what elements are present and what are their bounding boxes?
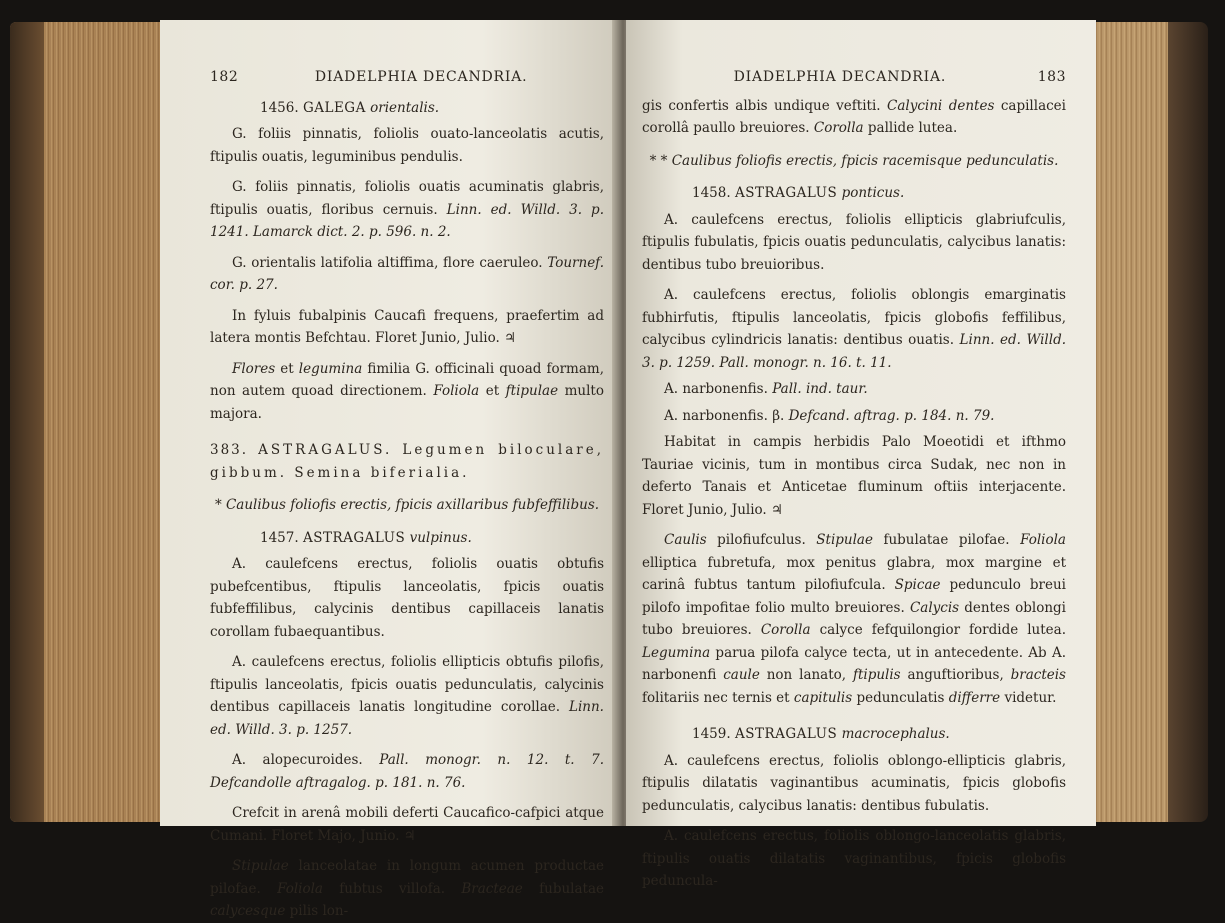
- habitat: Crefcit in arenâ mobili deferti Caucafico-cafpici atque Cumani. Floret Majo, Junio. ♃: [210, 805, 604, 844]
- right-header: [642, 66, 1066, 89]
- page-number: 183: [1037, 69, 1066, 85]
- habitat: Habitat in campis herbidis Palo Moeotidi et ifthmo Tauriae vicinis, tum in montibus circa Sudak, nec non in deferto Tanais et Anticetae fluminum oftiis interjacente. Floret Junio, Julio. ♃: [642, 434, 1066, 518]
- left-header: [210, 66, 604, 89]
- running-head: DIADELPHIA DECANDRIA.: [733, 69, 947, 85]
- page-number: 182: [210, 69, 239, 85]
- synonym: A. caulefcens erectus, foliolis oblongis emarginatis fubhirfutis, ftipulis lanceolatis, fpicis globofis feffilibus, calycibus cylindricis lanatis: dentibus ouatis. Linn. ed. Willd. 3. p. 1259. Pall. monogr. n. 16. t. 11.: [642, 287, 1066, 371]
- diagnosis: A. caulefcens erectus, foliolis ouatis obtufis pubefcentibus, ftipulis lanceolatis, fpicis ouatis fubfeffilibus, calycinis dentibus capillaceis lanatis corollam fubaequantibus.: [210, 556, 604, 640]
- description: Stipulae lanceolatae in longum acumen productae pilofae. Foliola fubtus villofa. Bracteae fubulatae calycesque pilis lon-: [210, 858, 604, 919]
- running-head: DIADELPHIA DECANDRIA.: [314, 69, 528, 85]
- synonym: A. narbonenfis. β. Defcand. aftrag. p. 184. n. 79.: [664, 407, 995, 424]
- right-cover: [1168, 22, 1208, 822]
- habitat: In fyluis fubalpinis Caucafi frequens, praefertim ad latera montis Befchtau. Floret Junio, Julio. ♃: [210, 307, 604, 346]
- diagnosis: A. caulefcens erectus, foliolis ellipticis glabriufculis, ftipulis fubulatis, fpicis ouatis pedunculatis, calycibus lanatis: dentibus tubo breuioribus.: [642, 211, 1066, 273]
- continuation: gis confertis albis undique veftiti. Calycini dentes capillacei corollâ paullo breuiores. Corolla pallide lutea.: [642, 97, 1066, 136]
- right-page: [626, 20, 1096, 889]
- synonym: A. caulefcens erectus, foliolis oblongo-lanceolatis glabris, ftipulis ouatis dilatatis vaginantibus, fpicis globofis peduncula-: [642, 828, 1066, 889]
- entry-title: 1458. ASTRAGALUS ponticus.: [692, 185, 905, 201]
- synonym: A. alopecuroides. Pall. monogr. n. 12. t. 7. Defcandolle aftragalog. p. 181. n. 76.: [210, 752, 604, 791]
- synonym: G. orientalis latifolia altiffima, flore caeruleo. Tournef. cor. p. 27.: [210, 254, 604, 293]
- diagnosis: G. foliis pinnatis, foliolis ouato-lanceolatis acutis, ftipulis ouatis, leguminibus pendulis.: [210, 126, 604, 165]
- section-note: * Caulibus foliofis erectis, fpicis axillaribus fubfeffilibus.: [214, 497, 600, 513]
- section-note: * * Caulibus foliofis erectis, fpicis racemisque pedunculatis.: [649, 152, 1059, 169]
- left-cover: [10, 22, 44, 822]
- entry-title: 1457. ASTRAGALUS vulpinus.: [260, 529, 472, 546]
- entry-title: 1459. ASTRAGALUS macrocephalus.: [692, 726, 950, 742]
- genus-heading: 383. ASTRAGALUS. Legumen biloculare, gibbum. Semina biferialia.: [210, 442, 604, 481]
- synonym: G. foliis pinnatis, foliolis ouatis acuminatis glabris, ftipulis ouatis, floribus cernuis. Linn. ed. Willd. 3. p. 1241. Lamarck dict. 2. p. 596. n. 2.: [210, 179, 604, 240]
- diagnosis: A. caulefcens erectus, foliolis oblongo-ellipticis glabris, ftipulis dilatatis vaginantibus acuminatis, fpicis globofis pedunculatis, calycibus lanatis: dentibus fubulatis.: [642, 752, 1066, 814]
- synonym: A. caulefcens erectus, foliolis ellipticis obtufis pilofis, ftipulis lanceolatis, fpicis ouatis pedunculatis, calycinis dentibus capillaceis lanatis longitudine corollae. Linn. ed. Willd. 3. p. 1257.: [210, 654, 604, 738]
- description: Caulis pilofiufculus. Stipulae fubulatae pilofae. Foliola elliptica fubretufa, mox penitus glabra, mox margine et carinâ fubtus tantum pilofiufcula. Spicae pedunculo breui pilofo impofitae folio multo breuiores. Calycis dentes oblongi tubo breuiores. Corolla calyce fefquilongior fordide lutea. Legumina parua pilofa calyce tecta, ut in antecedente. Ab A. narbonenfi caule non lanato, ftipulis anguftioribus, bracteis folitariis nec ternis et capitulis pedunculatis differre videtur.: [642, 532, 1067, 706]
- description: Flores et legumina fimilia G. officinali quoad formam, non autem quoad directionem. Foliola et ftipulae multo majora.: [210, 360, 605, 422]
- entry-title: 1456. GALEGA orientalis.: [260, 99, 440, 116]
- left-page: [160, 20, 620, 919]
- synonym: A. narbonenfis. Pall. ind. taur.: [664, 381, 868, 397]
